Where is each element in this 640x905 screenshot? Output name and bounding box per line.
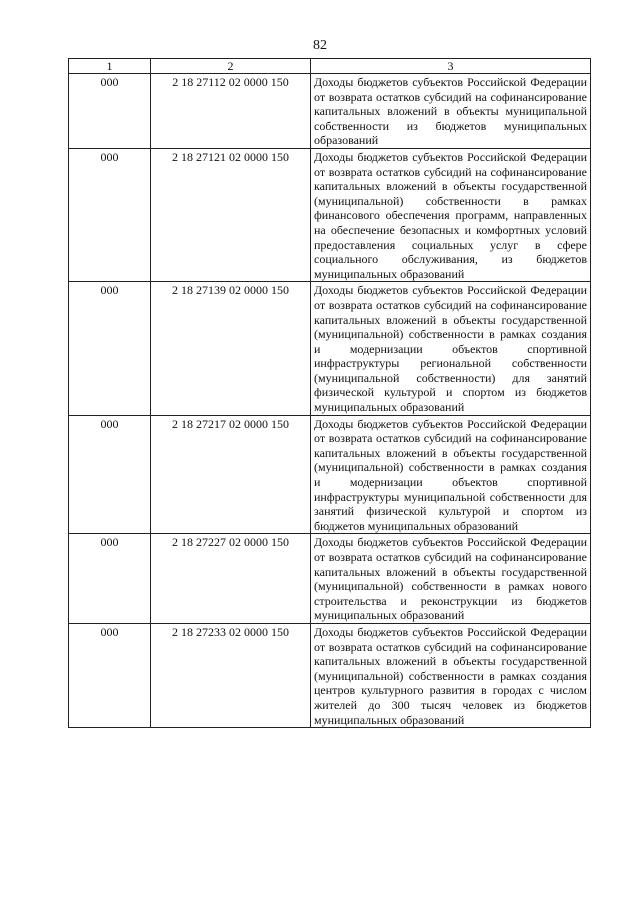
revenue-codes-table bbox=[68, 58, 591, 728]
admin-code-cell: 000 bbox=[69, 148, 151, 281]
budget-code-cell: 2 18 27139 02 0000 150 bbox=[151, 282, 311, 415]
admin-code-cell: 000 bbox=[69, 282, 151, 415]
budget-code-cell: 2 18 27121 02 0000 150 bbox=[151, 148, 311, 281]
budget-code-cell: 2 18 27217 02 0000 150 bbox=[151, 415, 311, 534]
table-header-row bbox=[69, 59, 591, 74]
description-cell: Доходы бюджетов субъектов Российской Федерации от возврата остатков субсидий на софинансирование капитальных вложений в объекты государственной (муниципальной) собственности в рамках создания и модернизации объектов спортивной инфраструктуры муниципальной собственности для занятий физической культурой и спортом из бюджетов муниципальных образований bbox=[311, 415, 591, 534]
description-cell: Доходы бюджетов субъектов Российской Федерации от возврата остатков субсидий на софинансирование капитальных вложений в объекты государственной (муниципальной) собственности в рамках нового строительства и реконструкции из бюджетов муниципальных образований bbox=[311, 534, 591, 624]
admin-code-cell: 000 bbox=[69, 74, 151, 149]
column-header-2: 2 bbox=[151, 59, 311, 74]
column-header-3: 3 bbox=[311, 59, 591, 74]
admin-code-cell: 000 bbox=[69, 534, 151, 624]
page-number: 82 bbox=[313, 38, 327, 53]
description-cell: Доходы бюджетов субъектов Российской Федерации от возврата остатков субсидий на софинансирование капитальных вложений в объекты муниципальной собственности из бюджетов муниципальных образований bbox=[311, 74, 591, 149]
table-row bbox=[69, 282, 591, 415]
budget-code-cell: 2 18 27227 02 0000 150 bbox=[151, 534, 311, 624]
description-cell: Доходы бюджетов субъектов Российской Федерации от возврата остатков субсидий на софинансирование капитальных вложений в объекты государственной (муниципальной) собственности в рамках создания центров культурного развития в городах с числом жителей до 300 тысяч человек из бюджетов муниципальных образований bbox=[311, 623, 591, 727]
budget-code-cell: 2 18 27112 02 0000 150 bbox=[151, 74, 311, 149]
table-row bbox=[69, 534, 591, 624]
table-row bbox=[69, 415, 591, 534]
description-cell: Доходы бюджетов субъектов Российской Федерации от возврата остатков субсидий на софинансирование капитальных вложений в объекты государственной (муниципальной) собственности в рамках создания и модернизации объектов спортивной инфраструктуры региональной собственности (муниципальной собственности) для занятий физической культурой и спортом из бюджетов муниципальных образований bbox=[311, 282, 591, 415]
table-row bbox=[69, 74, 591, 149]
budget-code-cell: 2 18 27233 02 0000 150 bbox=[151, 623, 311, 727]
column-header-1: 1 bbox=[69, 59, 151, 74]
description-cell: Доходы бюджетов субъектов Российской Федерации от возврата остатков субсидий на софинансирование капитальных вложений в объекты государственной (муниципальной) собственности в рамках финансового обеспечения программ, направленных на обеспечение безопасных и комфортных условий предоставления социальных услуг в сфере социального обслуживания, из бюджетов муниципальных образований bbox=[311, 148, 591, 281]
table-row bbox=[69, 148, 591, 281]
admin-code-cell: 000 bbox=[69, 415, 151, 534]
table-row bbox=[69, 623, 591, 727]
admin-code-cell: 000 bbox=[69, 623, 151, 727]
